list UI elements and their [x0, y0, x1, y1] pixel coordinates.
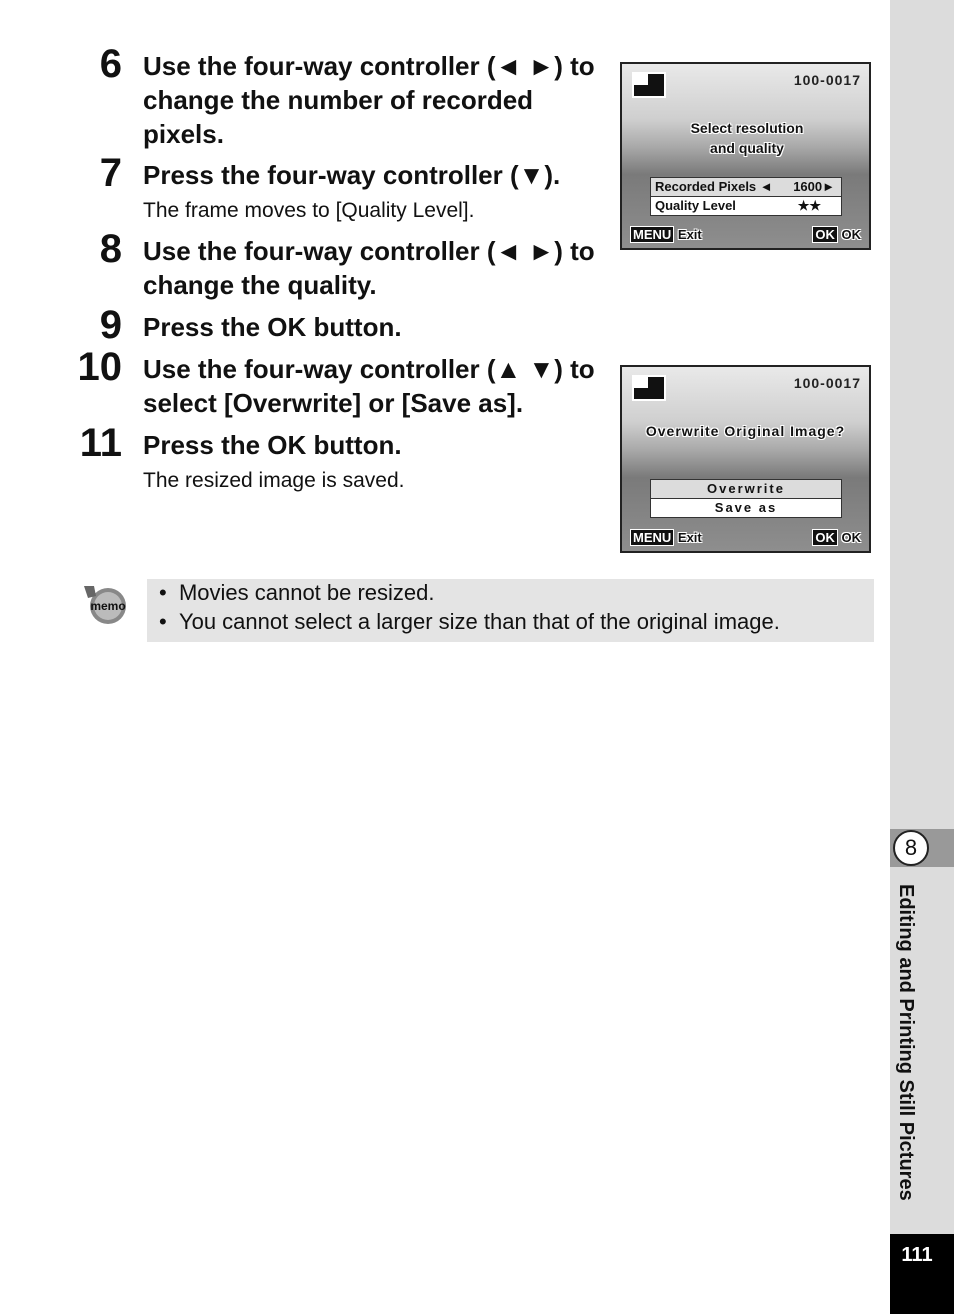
menu-exit-hint: [630, 227, 702, 242]
ok-label: OK: [841, 227, 861, 242]
memo-box: [147, 579, 874, 642]
menu-key: MENU: [630, 529, 674, 546]
step-number: 7: [99, 151, 122, 195]
step-number: 6: [99, 42, 122, 86]
svg-text:memo: memo: [90, 599, 126, 613]
chapter-number: 8: [893, 830, 929, 866]
step-number: 8: [99, 227, 122, 271]
ok-label: OK: [841, 530, 861, 545]
arrow-right-icon: ►: [822, 179, 835, 194]
ok-key: OK: [812, 226, 838, 243]
row-label: Recorded Pixels: [655, 179, 757, 194]
bullet: •: [159, 609, 179, 634]
camera-screen-resize: [620, 62, 871, 250]
step-text: Press the OK button.: [143, 430, 402, 460]
chapter-title: Editing and Printing Still Pictures: [895, 884, 917, 1201]
step-note: The frame moves to [Quality Level].: [143, 199, 475, 222]
resize-icon: [632, 72, 666, 98]
bullet: •: [159, 580, 179, 605]
screen-message: Select resolution and quality: [690, 120, 804, 156]
ok-hint: [812, 530, 861, 545]
quality-level-row: [651, 197, 841, 215]
row-value: ★★: [797, 198, 821, 213]
ok-key: OK: [812, 529, 838, 546]
ok-hint: [812, 227, 861, 242]
menu-exit-hint: [630, 530, 702, 545]
step-text: Press the four-way controller (▼).: [143, 160, 561, 190]
option-save-as: Save as: [714, 500, 778, 515]
menu-label: Exit: [677, 227, 702, 242]
options-panel: [650, 479, 842, 518]
step-text: Use the four-way controller (◄ ►) to change the number of recorded pixels.: [143, 51, 595, 149]
row-value: 1600: [793, 179, 823, 194]
step-text: Press the OK button.: [143, 312, 402, 342]
row-label: Quality Level: [655, 198, 736, 213]
option-overwrite: Overwrite: [651, 480, 841, 499]
step-number: 10: [77, 345, 122, 389]
recorded-pixels-row: [651, 178, 841, 197]
file-number: 100-0017: [793, 72, 861, 88]
screen-message: Overwrite Original Image?: [645, 423, 846, 439]
arrow-left-icon: ◄: [756, 179, 773, 194]
camera-screen-overwrite: [620, 365, 871, 553]
file-number: 100-0017: [793, 375, 861, 391]
resize-icon: [632, 375, 666, 401]
page-number: 111: [901, 1244, 933, 1266]
step-text: Use the four-way controller (◄ ►) to change the quality.: [143, 236, 595, 300]
step-number: 11: [79, 421, 122, 465]
settings-panel: [650, 177, 842, 216]
step-note: The resized image is saved.: [143, 469, 405, 492]
step-number: 9: [99, 303, 122, 347]
memo-item: • You cannot select a larger size than that of the original image.: [159, 609, 780, 634]
memo-item: • Movies cannot be resized.: [159, 580, 435, 605]
menu-key: MENU: [630, 226, 674, 243]
memo-icon: [82, 584, 130, 626]
step-text: Use the four-way controller (▲ ▼) to select [Overwrite] or [Save as].: [143, 354, 595, 418]
menu-label: Exit: [677, 530, 702, 545]
